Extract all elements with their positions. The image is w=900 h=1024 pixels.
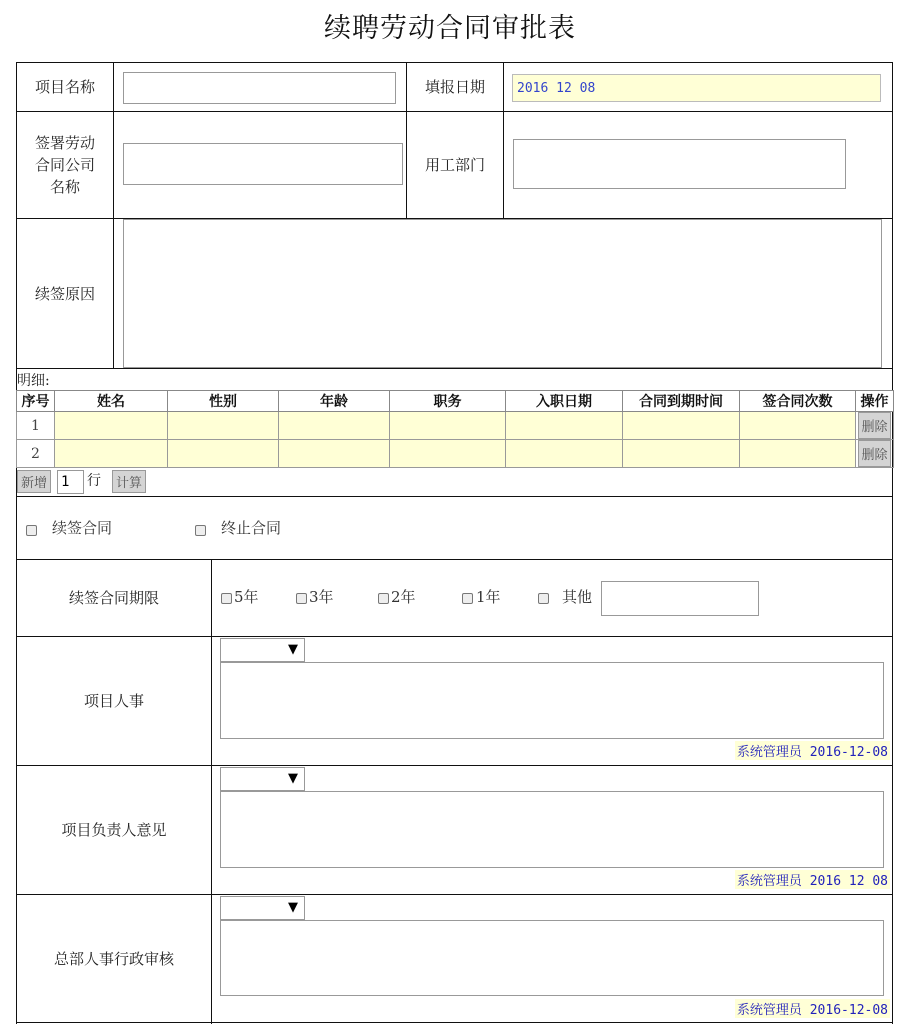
column-header: 合同到期时间: [623, 391, 740, 412]
approval-opinion-manager[interactable]: [220, 791, 884, 868]
term-other-checkbox[interactable]: [538, 593, 549, 604]
approval-signature-hr: 系统管理员 2016-12-08: [735, 741, 890, 760]
col-divider: [211, 559, 212, 1024]
detail-caption: 明细:: [17, 373, 50, 389]
add-row-count-input[interactable]: [57, 470, 84, 494]
calculate-button[interactable]: 计算: [112, 470, 146, 493]
gender-cell[interactable]: [168, 440, 279, 468]
contract-expiry-cell[interactable]: [623, 412, 740, 440]
term-5y-label: 5年: [234, 588, 259, 606]
column-header: 职务: [390, 391, 506, 412]
column-header: 性别: [168, 391, 279, 412]
age-cell[interactable]: [279, 412, 390, 440]
fill-date-label: 填报日期: [424, 77, 485, 96]
department-label: 用工部门: [424, 156, 485, 174]
term-other-label: 其他: [562, 588, 593, 606]
detail-table: [16, 390, 894, 468]
reason-textarea[interactable]: [123, 219, 882, 368]
approval-opinion-hr[interactable]: [220, 662, 884, 739]
approval-select-manager[interactable]: [220, 767, 305, 791]
terminate-contract-checkbox[interactable]: [195, 525, 206, 536]
approval-select-hq[interactable]: [220, 896, 305, 920]
renew-contract-checkbox[interactable]: [26, 525, 37, 536]
row-index: 2: [17, 440, 55, 468]
contract-count-cell[interactable]: [740, 440, 856, 468]
term-2y-checkbox[interactable]: [378, 593, 389, 604]
approval-select-hr[interactable]: [220, 638, 305, 662]
row-unit-label: 行: [87, 473, 101, 489]
department-input[interactable]: [513, 139, 846, 189]
company-input[interactable]: [123, 143, 403, 185]
name-cell[interactable]: [55, 440, 168, 468]
approval-label-manager: 项目负责人意见: [61, 821, 167, 839]
approval-label-hq: 总部人事行政审核: [53, 950, 174, 968]
form-border-right: [892, 62, 893, 1024]
chevron-down-icon: ▼: [288, 900, 298, 915]
approval-label-hr: 项目人事: [83, 692, 144, 710]
name-cell[interactable]: [55, 412, 168, 440]
reason-label: 续签原因: [34, 284, 95, 303]
approval-signature-manager: 系统管理员 2016 12 08: [735, 870, 890, 889]
column-header: 签合同次数: [740, 391, 856, 412]
age-cell[interactable]: [279, 440, 390, 468]
hire-date-cell[interactable]: [506, 440, 623, 468]
row-divider: [16, 496, 893, 497]
fill-date-input[interactable]: [512, 74, 881, 102]
col-divider: [113, 62, 114, 368]
page-title: 续聘劳动合同审批表: [324, 13, 576, 44]
renew-contract-label: 续签合同: [52, 519, 113, 537]
term-1y-label: 1年: [476, 588, 501, 606]
action-cell: [856, 440, 894, 468]
position-cell[interactable]: [390, 440, 506, 468]
term-other-input[interactable]: [601, 581, 759, 616]
position-cell[interactable]: [390, 412, 506, 440]
table-row: [17, 412, 894, 440]
column-header: 序号: [17, 391, 55, 412]
delete-row-button[interactable]: 删除: [858, 412, 890, 439]
form-border-bottom: [16, 1022, 893, 1023]
term-label: 续签合同期限: [68, 589, 159, 607]
approval-signature-hq: 系统管理员 2016-12-08: [735, 999, 890, 1018]
terminate-contract-label: 终止合同: [221, 519, 282, 537]
table-row: [17, 440, 894, 468]
chevron-down-icon: ▼: [288, 642, 298, 657]
row-index: 1: [17, 412, 55, 440]
term-3y-label: 3年: [309, 588, 334, 606]
project-name-label: 项目名称: [34, 77, 95, 96]
col-divider: [503, 62, 504, 218]
chevron-down-icon: ▼: [288, 771, 298, 786]
column-header: 姓名: [55, 391, 168, 412]
approval-opinion-hq[interactable]: [220, 920, 884, 996]
hire-date-cell[interactable]: [506, 412, 623, 440]
add-row-button[interactable]: 新增: [17, 470, 51, 493]
delete-row-button[interactable]: 删除: [858, 440, 890, 467]
term-2y-label: 2年: [391, 588, 416, 606]
column-header: 入职日期: [506, 391, 623, 412]
row-divider: [16, 368, 893, 369]
column-header: 年龄: [279, 391, 390, 412]
contract-expiry-cell[interactable]: [623, 440, 740, 468]
table-header-row: [17, 391, 894, 412]
column-header: 操作: [856, 391, 894, 412]
project-name-input[interactable]: [123, 72, 396, 104]
action-cell: [856, 412, 894, 440]
term-3y-checkbox[interactable]: [296, 593, 307, 604]
contract-count-cell[interactable]: [740, 412, 856, 440]
company-label: 签署劳动合同公司名称: [34, 134, 95, 196]
term-1y-checkbox[interactable]: [462, 593, 473, 604]
gender-cell[interactable]: [168, 412, 279, 440]
term-5y-checkbox[interactable]: [221, 593, 232, 604]
